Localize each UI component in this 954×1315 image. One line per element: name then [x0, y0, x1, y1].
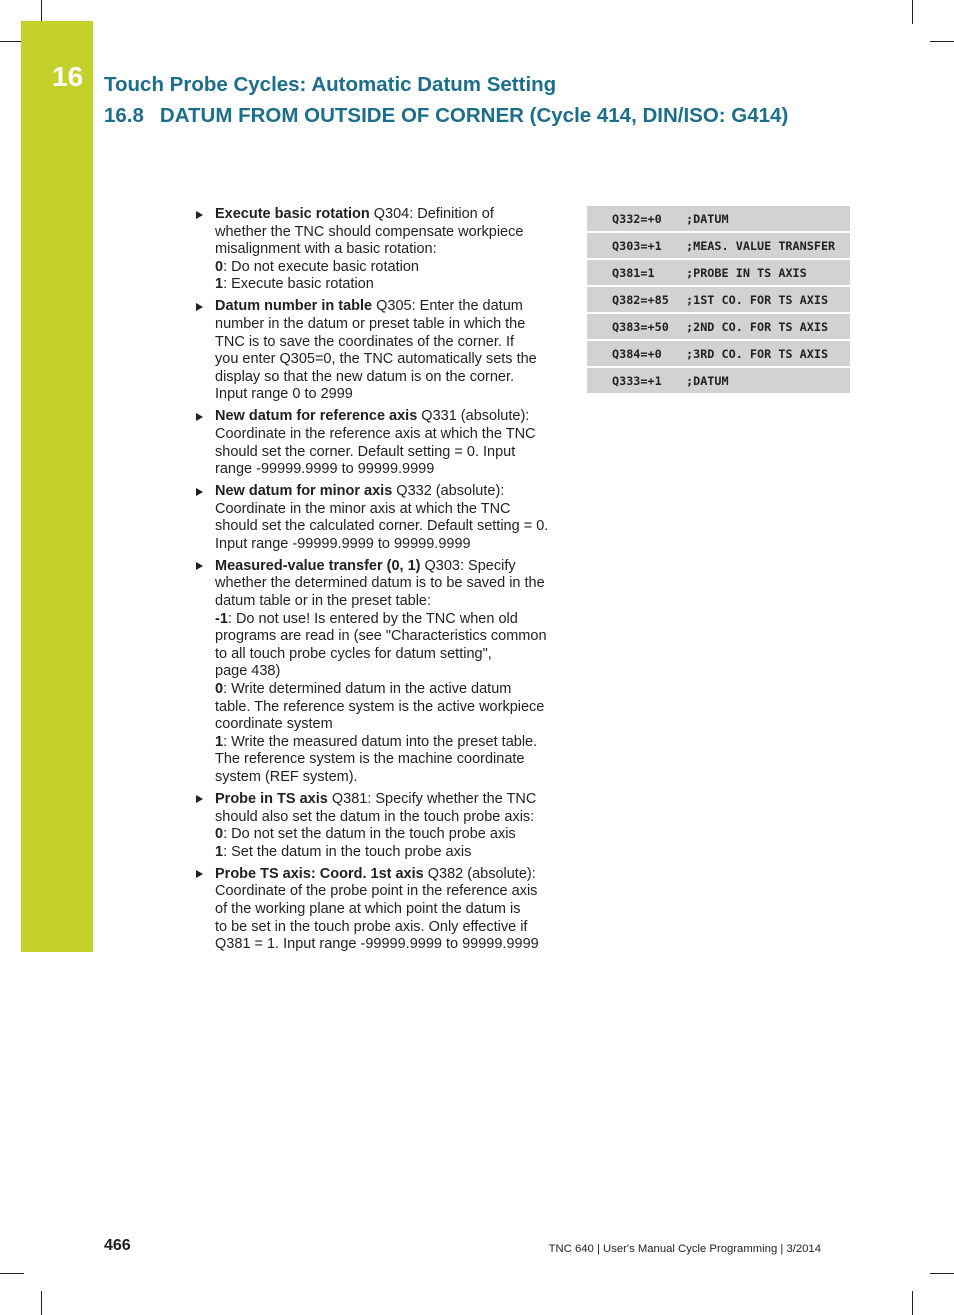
parameter-item	[193, 483, 565, 553]
parameter-line	[215, 681, 565, 699]
parameter-line	[215, 883, 565, 901]
chapter-side-bar	[21, 21, 93, 952]
text: table. The reference system is the active workpiece	[215, 698, 545, 715]
bold-text: New datum for reference axis	[215, 408, 418, 425]
parameter-line	[215, 844, 565, 862]
bullet-arrow-icon	[196, 488, 203, 496]
code-row	[587, 206, 850, 233]
crop-mark	[912, 1291, 913, 1315]
bold-text: Execute basic rotation	[215, 206, 370, 222]
parameter-item	[193, 298, 565, 404]
footer-text: TNC 640 | User's Manual Cycle Programming | 3/2014	[548, 1243, 821, 1255]
parameter-item	[193, 408, 565, 478]
parameter-line	[215, 369, 565, 387]
nc-code-table	[587, 206, 850, 395]
bullet-arrow-icon	[196, 562, 203, 570]
text: Input range -99999.9999 to 99999.9999	[215, 535, 471, 552]
bold-text: 0	[215, 681, 224, 697]
text: to all touch probe cycles for datum setting",	[215, 645, 492, 662]
bullet-arrow-icon	[196, 211, 203, 219]
bullet-arrow-icon	[196, 795, 203, 803]
bold-text: 1	[215, 843, 224, 860]
code-comment: ;1ST CO. FOR TS AXIS	[686, 293, 829, 307]
bold-text: New datum for minor axis	[215, 483, 393, 500]
text: Q332 (absolute):	[392, 483, 505, 500]
text: : Do not use! Is entered by the TNC when old	[227, 610, 518, 627]
parameter-line	[215, 259, 565, 277]
text: : Do not set the datum in the touch probe axis	[223, 826, 516, 843]
crop-mark	[0, 1273, 24, 1274]
text: Q303: Specify	[420, 557, 516, 574]
parameter-line	[215, 809, 565, 827]
parameter-line	[215, 386, 565, 404]
text: Coordinate in the minor axis at which the TNC	[215, 500, 511, 517]
code-param: Q303=+1	[612, 239, 662, 253]
code-row	[587, 314, 850, 341]
parameter-item	[193, 791, 565, 861]
text: to be set in the touch probe axis. Only effective if	[215, 918, 528, 935]
parameter-item	[193, 558, 565, 787]
text: page 438)	[215, 663, 281, 680]
text: : Do not execute basic rotation	[223, 258, 419, 275]
parameter-line	[215, 611, 565, 629]
text: coordinate system	[215, 716, 333, 733]
bold-text: 1	[215, 276, 224, 293]
section-heading: DATUM FROM OUTSIDE OF CORNER (Cycle 414, DIN/ISO: G414)	[159, 104, 789, 127]
text: number in the datum or preset table in which the	[215, 315, 526, 332]
parameter-line	[215, 334, 565, 352]
chapter-title: Touch Probe Cycles: Automatic Datum Setting	[104, 73, 557, 96]
text: : Write determined datum in the active datum	[223, 681, 512, 697]
text: Coordinate of the probe point in the reference axis	[215, 883, 538, 900]
parameter-line	[215, 276, 565, 294]
bullet-arrow-icon	[196, 303, 203, 311]
parameter-line	[215, 791, 565, 809]
parameter-line	[215, 241, 565, 259]
parameter-line	[215, 351, 565, 369]
code-comment: ;3RD CO. FOR TS AXIS	[686, 347, 829, 361]
code-comment: ;DATUM	[686, 374, 729, 388]
parameter-line	[215, 444, 565, 462]
parameter-line	[215, 901, 565, 919]
bold-text: 0	[215, 258, 224, 275]
code-row	[587, 260, 850, 287]
text: whether the determined datum is to be saved in the	[215, 575, 545, 592]
bold-text: Probe in TS axis	[215, 790, 328, 807]
bullet-arrow-icon	[196, 413, 203, 421]
text: range -99999.9999 to 99999.9999	[215, 461, 435, 478]
page-number: 466	[104, 1237, 131, 1254]
bold-text: 1	[215, 733, 224, 750]
bold-text: Measured-value transfer (0, 1)	[215, 557, 421, 574]
parameter-line	[215, 298, 565, 316]
chapter-number: 16	[52, 61, 84, 92]
text: display so that the new datum is on the corner.	[215, 368, 515, 385]
code-param: Q384=+0	[612, 347, 662, 361]
parameter-line	[215, 461, 565, 479]
crop-mark	[930, 41, 954, 42]
code-param: Q381=1	[612, 266, 655, 280]
section-number: 16.8	[104, 104, 144, 127]
parameter-line	[215, 646, 565, 664]
code-row	[587, 368, 850, 395]
parameter-line	[215, 426, 565, 444]
code-comment: ;MEAS. VALUE TRANSFER	[686, 239, 836, 253]
bold-text: Probe TS axis: Coord. 1st axis	[215, 865, 424, 882]
parameter-line	[215, 628, 565, 646]
text: misalignment with a basic rotation:	[215, 241, 437, 258]
text: Q304: Definition of	[369, 206, 494, 222]
parameter-line	[215, 663, 565, 681]
text: programs are read in (see "Characteristics common	[215, 628, 547, 645]
parameter-item	[193, 866, 565, 954]
text: Q381: Specify whether the TNC	[327, 790, 537, 807]
parameter-line	[215, 518, 565, 536]
parameter-line	[215, 575, 565, 593]
text: Q305: Enter the datum	[372, 298, 523, 315]
code-comment: ;PROBE IN TS AXIS	[686, 266, 807, 280]
code-comment: ;DATUM	[686, 212, 729, 226]
parameter-item	[193, 206, 565, 294]
bold-text: 0	[215, 826, 224, 843]
text: Input range 0 to 2999	[215, 386, 353, 403]
parameter-line	[215, 716, 565, 734]
text: should set the calculated corner. Default setting = 0.	[215, 518, 549, 535]
text: whether the TNC should compensate workpiece	[215, 223, 524, 240]
bold-text: Datum number in table	[215, 298, 373, 315]
parameter-line	[215, 826, 565, 844]
text: of the working plane at which point the datum is	[215, 900, 521, 917]
crop-mark	[41, 1291, 42, 1315]
code-param: Q382=+85	[612, 293, 669, 307]
text: Q331 (absolute):	[417, 408, 530, 425]
parameter-line	[215, 316, 565, 334]
text: should also set the datum in the touch probe axis:	[215, 808, 535, 825]
crop-mark	[912, 0, 913, 24]
parameter-line	[215, 734, 565, 752]
bold-text: -1	[215, 610, 228, 627]
parameter-line	[215, 751, 565, 769]
parameter-line	[215, 206, 565, 224]
parameter-line	[215, 699, 565, 717]
parameter-line	[215, 593, 565, 611]
text: you enter Q305=0, the TNC automatically sets the	[215, 351, 537, 368]
text: : Set the datum in the touch probe axis	[223, 843, 472, 860]
text: datum table or in the preset table:	[215, 593, 432, 610]
text: Coordinate in the reference axis at which the TNC	[215, 425, 536, 442]
section-title	[104, 103, 788, 129]
parameter-line	[215, 558, 565, 576]
text: should set the corner. Default setting = 0. Input	[215, 443, 516, 460]
text: : Write the measured datum into the preset table.	[223, 733, 538, 750]
code-param: Q333=+1	[612, 374, 662, 388]
parameter-line	[215, 866, 565, 884]
text: Q382 (absolute):	[423, 865, 536, 882]
code-row	[587, 233, 850, 260]
code-row	[587, 287, 850, 314]
parameter-line	[215, 483, 565, 501]
crop-mark	[930, 1273, 954, 1274]
parameter-line	[215, 769, 565, 787]
parameter-line	[215, 408, 565, 426]
code-comment: ;2ND CO. FOR TS AXIS	[686, 320, 829, 334]
parameter-line	[215, 919, 565, 937]
text: system (REF system).	[215, 768, 358, 785]
text: : Execute basic rotation	[223, 276, 374, 293]
parameter-list	[193, 206, 565, 958]
text: The reference system is the machine coordinate	[215, 751, 525, 768]
text: TNC is to save the coordinates of the corner. If	[215, 333, 515, 350]
bullet-arrow-icon	[196, 870, 203, 878]
parameter-line	[215, 536, 565, 554]
code-param: Q383=+50	[612, 320, 669, 334]
code-param: Q332=+0	[612, 212, 662, 226]
text: Q381 = 1. Input range -99999.9999 to 99999.9999	[215, 936, 539, 953]
parameter-line	[215, 501, 565, 519]
code-row	[587, 341, 850, 368]
parameter-line	[215, 224, 565, 242]
parameter-line	[215, 936, 565, 954]
